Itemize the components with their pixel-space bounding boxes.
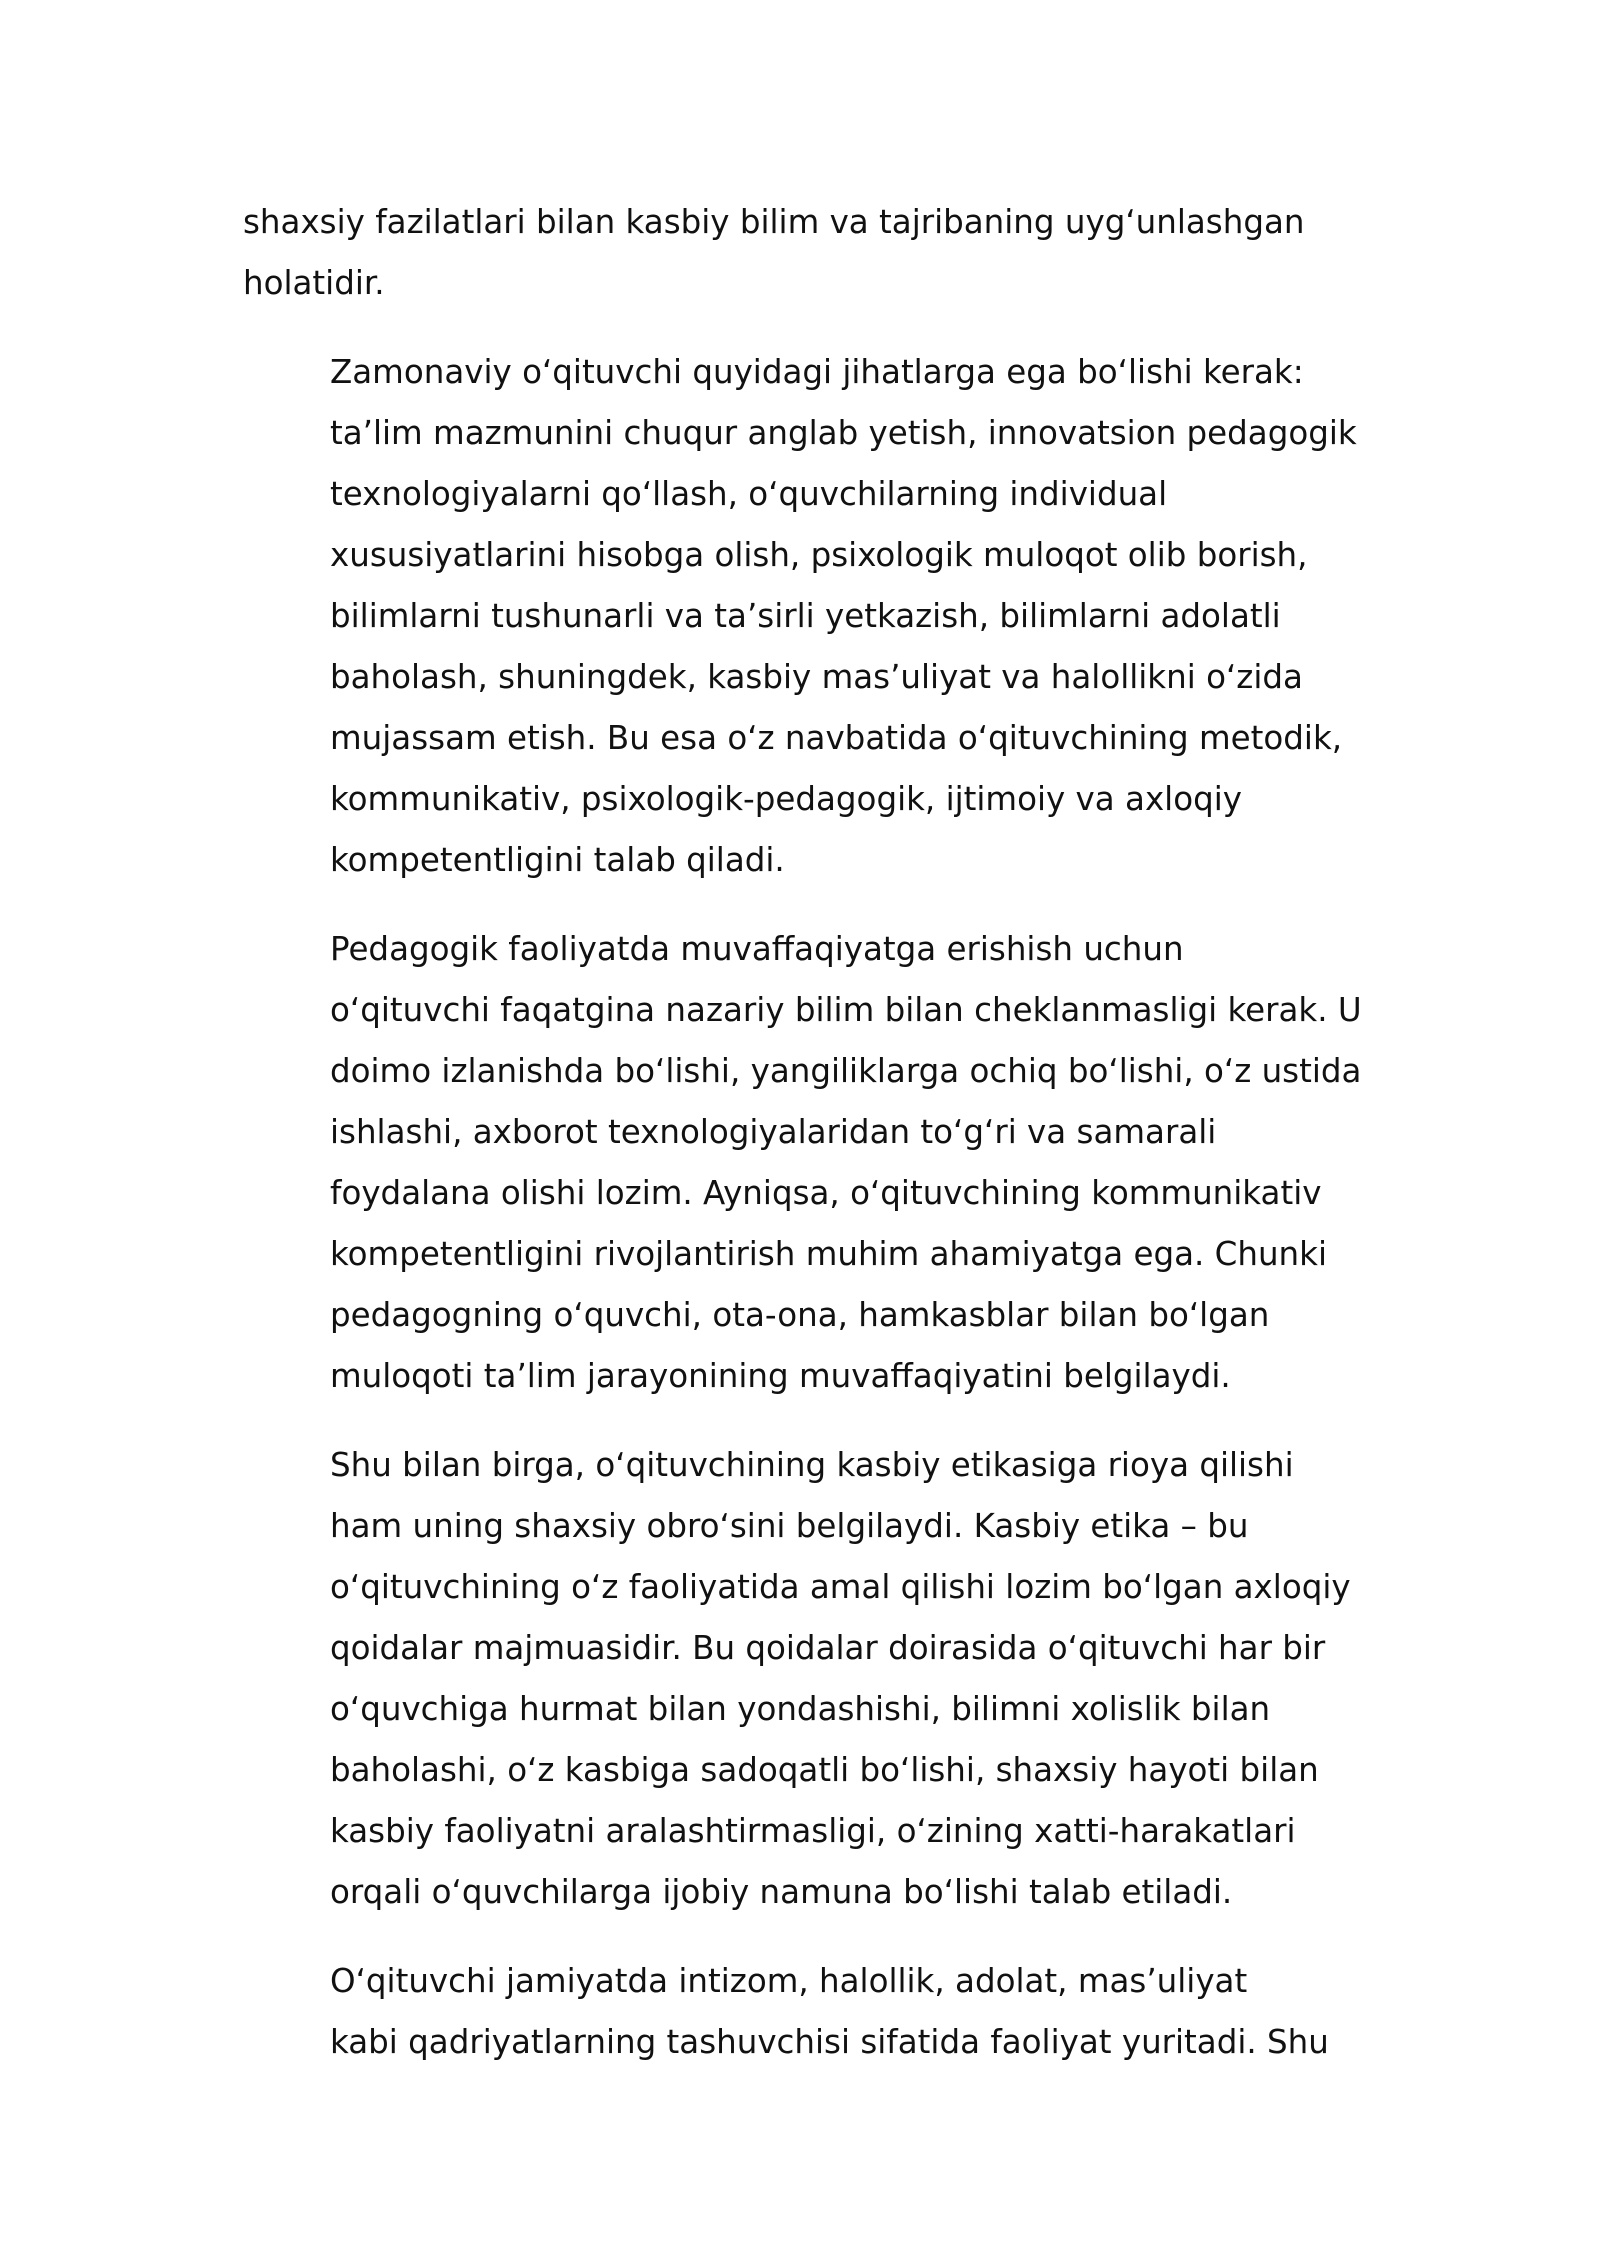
text-line: Pedagogik faoliyatda muvaffaqiyatga erishish uchun <box>330 930 1184 968</box>
text-line: doimo izlanishda boʻlishi, yangiliklarga ochiq boʻlishi, oʻz ustida <box>330 1052 1362 1090</box>
paragraph-4 <box>243 1435 1373 1923</box>
text-line: baholash, shuningdek, kasbiy mas’uliyat va halollikni oʻzida <box>330 658 1303 696</box>
paragraph-2 <box>243 342 1373 891</box>
text-line: oʻquvchiga hurmat bilan yondashishi, bilimni xolislik bilan <box>330 1690 1271 1728</box>
text-line: Zamonaviy oʻqituvchi quyidagi jihatlarga ega boʻlishi kerak: <box>330 353 1304 391</box>
document-body <box>243 192 1373 2101</box>
text-line: kompetentligini rivojlantirish muhim ahamiyatga ega. Chunki <box>330 1235 1327 1273</box>
text-line: kompetentligini talab qiladi. <box>330 841 785 879</box>
text-line: shaxsiy fazilatlari bilan kasbiy bilim va tajribaning uygʻunlashgan <box>243 203 1305 241</box>
text-line: kommunikativ, psixologik-pedagogik, ijtimoiy va axloqiy <box>330 780 1242 818</box>
text-line: kasbiy faoliyatni aralashtirmasligi, oʻzining xatti-harakatlari <box>330 1812 1296 1850</box>
text-line: pedagogning oʻquvchi, ota-ona, hamkasblar bilan boʻlgan <box>330 1296 1270 1334</box>
text-line: bilimlarni tushunarli va ta’sirli yetkazish, bilimlarni adolatli <box>330 597 1281 635</box>
text-line: baholashi, oʻz kasbiga sadoqatli boʻlishi, shaxsiy hayoti bilan <box>330 1751 1319 1789</box>
text-line: oʻqituvchining oʻz faoliyatida amal qilishi lozim boʻlgan axloqiy <box>330 1568 1351 1606</box>
text-line: holatidir. <box>243 264 385 302</box>
text-line: texnologiyalarni qoʻllash, oʻquvchilarning individual <box>330 475 1168 513</box>
text-line: ta’lim mazmunini chuqur anglab yetish, innovatsion pedagogik <box>330 414 1357 452</box>
text-line: ham uning shaxsiy obroʻsini belgilaydi. Kasbiy etika – bu <box>330 1507 1249 1545</box>
text-line: kabi qadriyatlarning tashuvchisi sifatida faoliyat yuritadi. Shu <box>330 2023 1329 2061</box>
text-line: Oʻqituvchi jamiyatda intizom, halollik, adolat, mas’uliyat <box>330 1962 1248 2000</box>
text-line: oʻqituvchi faqatgina nazariy bilim bilan cheklanmasligi kerak. U <box>330 991 1362 1029</box>
text-line: xususiyatlarini hisobga olish, psixologik muloqot olib borish, <box>330 536 1308 574</box>
paragraph-3 <box>243 919 1373 1407</box>
text-line: mujassam etish. Bu esa oʻz navbatida oʻqituvchining metodik, <box>330 719 1343 757</box>
text-line: ishlashi, axborot texnologiyalaridan toʻgʻri va samarali <box>330 1113 1217 1151</box>
text-line: foydalana olishi lozim. Ayniqsa, oʻqituvchining kommunikativ <box>330 1174 1322 1212</box>
paragraph-5 <box>243 1951 1373 2073</box>
text-line: muloqoti ta’lim jarayonining muvaffaqiyatini belgilaydi. <box>330 1357 1231 1395</box>
text-line: Shu bilan birga, oʻqituvchining kasbiy etikasiga rioya qilishi <box>330 1446 1294 1484</box>
text-line: qoidalar majmuasidir. Bu qoidalar doirasida oʻqituvchi har bir <box>330 1629 1326 1667</box>
paragraph-1 <box>243 192 1373 314</box>
text-line: orqali oʻquvchilarga ijobiy namuna boʻlishi talab etiladi. <box>330 1873 1233 1911</box>
